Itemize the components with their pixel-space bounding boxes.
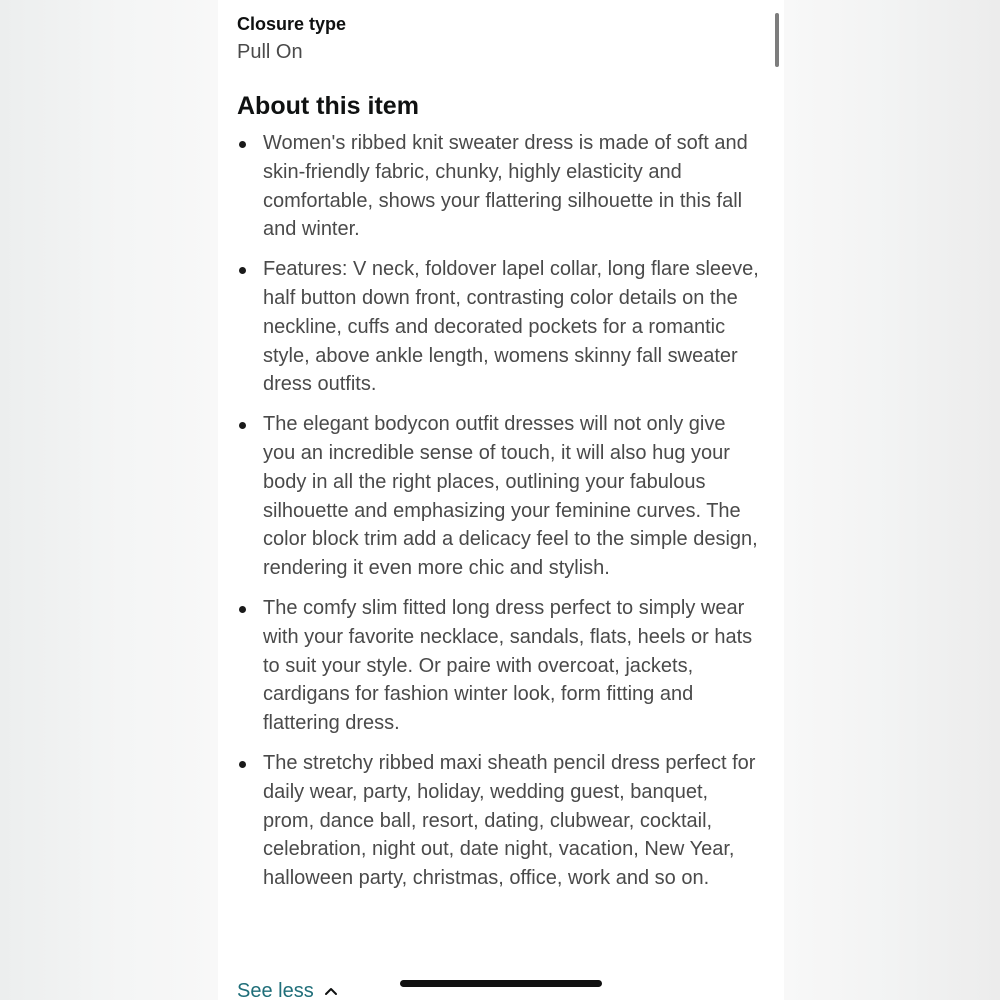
background-left (0, 0, 218, 1000)
about-bullet-text: Features: V neck, foldover lapel collar, long flare sleeve, half button down front, contrasting color details on the neckline, cuffs and decorated pockets for a romantic style, above ankle length, womens skinny fall sweater dress outfits. (263, 258, 759, 396)
closure-type-value: Pull On (237, 41, 303, 63)
bullet-dot-icon (239, 606, 246, 613)
about-bullet-list (218, 129, 784, 904)
bullet-dot-icon (239, 267, 246, 274)
about-bullet-text: The comfy slim fitted long dress perfect to simply wear with your favorite necklace, sandals, flats, heels or hats to suit your style. Or paire with overcoat, jackets, cardigans for fashion winter look, form fitting and flattering dress. (263, 596, 753, 735)
about-bullet-item (218, 410, 763, 583)
about-bullet-text: The elegant bodycon outfit dresses will not only give you an incredible sense of touch, it will also hug your body in all the right places, outlining your fabulous silhouette and emphasizing your feminine curves. The color block trim add a delicacy feel to the simple design, rendering it even more chic and stylish. (263, 413, 758, 580)
home-indicator[interactable] (400, 980, 602, 987)
closure-type-label: Closure type (237, 14, 347, 34)
about-bullet-item (218, 749, 763, 893)
about-bullet-item (218, 594, 763, 738)
background-right (784, 0, 1000, 1000)
bullet-dot-icon (239, 761, 246, 768)
about-bullet-item (218, 255, 763, 399)
scrollbar[interactable] (775, 13, 779, 67)
phone-screen (218, 0, 784, 1000)
bullet-dot-icon (239, 141, 246, 148)
see-less-label: See less (237, 980, 314, 1000)
about-bullet-text: The stretchy ribbed maxi sheath pencil dress perfect for daily wear, party, holiday, wedding guest, banquet, prom, dance ball, resort, dating, clubwear, cocktail, celebration, night out, date night, vacation, New Year, halloween party, christmas, office, work and so on. (263, 751, 756, 890)
chevron-up-icon (324, 986, 338, 996)
about-this-item-heading: About this item (237, 92, 419, 120)
about-bullet-item (218, 129, 763, 244)
about-bullet-text: Women's ribbed knit sweater dress is made of soft and skin-friendly fabric, chunky, highly elasticity and comfortable, shows your flattering silhouette in this fall and winter. (263, 132, 748, 241)
bullet-dot-icon (239, 422, 246, 429)
see-less-link[interactable] (237, 978, 338, 1000)
